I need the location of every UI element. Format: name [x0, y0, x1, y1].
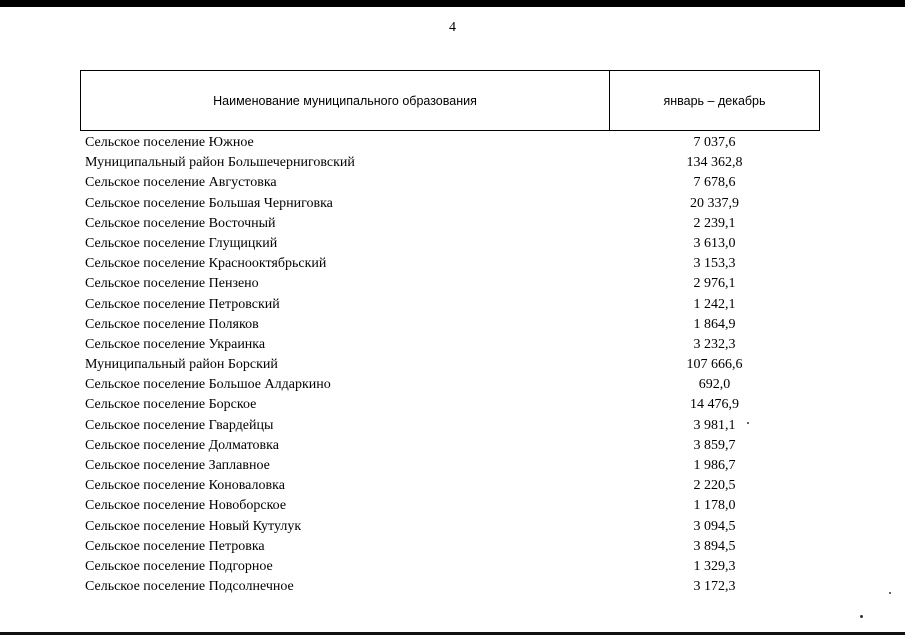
- scan-border-top: [0, 0, 905, 7]
- value-cell: 3 894,5: [693, 538, 736, 554]
- municipality-name-cell: Сельское поселение Заплавное: [85, 458, 270, 473]
- table-row: [80, 476, 820, 496]
- table-row: [80, 315, 820, 335]
- municipality-name-cell: Сельское поселение Восточный: [85, 215, 276, 231]
- municipality-name-cell: Сельское поселение Большое Алдаркино: [85, 377, 331, 393]
- table-row: [80, 577, 820, 597]
- scan-speck: [860, 615, 863, 618]
- value-cell: 3 094,5: [693, 518, 736, 534]
- municipality-name-cell: Сельское поселение Петровский: [85, 296, 280, 312]
- municipality-name-cell: Сельское поселение Августовка: [85, 175, 277, 191]
- page-number: 4: [449, 20, 456, 35]
- value-cell: 3 859,7: [693, 437, 736, 453]
- municipality-name-cell: Сельское поселение Долматовка: [85, 437, 279, 453]
- municipality-name-cell: Сельское поселение Большая Черниговка: [85, 195, 333, 211]
- value-cell: 3 981,1: [693, 417, 736, 433]
- municipality-name-cell: Сельское поселение Петровка: [85, 538, 265, 554]
- table-body: [80, 133, 820, 597]
- municipality-name-cell: Сельское поселение Новый Кутулук: [85, 518, 302, 534]
- table-row: [80, 153, 820, 173]
- municipality-name-cell: Сельское поселение Борское: [85, 397, 257, 413]
- municipality-name-cell: Сельское поселение Пензено: [85, 276, 259, 292]
- table-row: [80, 436, 820, 456]
- scan-speck: [747, 422, 749, 424]
- municipality-name-cell: Сельское поселение Украинка: [85, 336, 266, 352]
- value-cell: 134 362,8: [686, 155, 743, 171]
- value-cell: 20 337,9: [690, 195, 739, 211]
- table-row: [80, 537, 820, 557]
- value-cell: 2 220,5: [693, 478, 736, 494]
- municipality-name-cell: Муниципальный район Большечерниговский: [85, 155, 355, 171]
- value-cell: 107 666,6: [686, 357, 743, 373]
- municipality-name-cell: Сельское поселение Глущицкий: [85, 235, 278, 251]
- header-municipality-name: Наименование муниципального образования: [81, 71, 610, 130]
- value-cell: 692,0: [698, 377, 731, 393]
- value-cell: 7 678,6: [693, 175, 736, 191]
- value-cell: 2 976,1: [693, 276, 736, 292]
- table-row: [80, 517, 820, 537]
- table-row: [80, 194, 820, 214]
- value-cell: 14 476,9: [690, 397, 739, 413]
- table-row: [80, 254, 820, 274]
- scan-border-bottom: [0, 632, 905, 635]
- table-row: [80, 416, 820, 436]
- table-row: [80, 355, 820, 375]
- table-row: [80, 214, 820, 234]
- value-cell: 2 239,1: [693, 215, 736, 231]
- value-cell: 3 613,0: [693, 235, 736, 251]
- municipality-name-cell: Муниципальный район Борский: [85, 357, 278, 373]
- table-header: [80, 70, 820, 131]
- value-cell: 1 178,0: [693, 498, 736, 514]
- municipality-name-cell: Сельское поселение Поляков: [85, 316, 259, 332]
- municipality-name-cell: Сельское поселение Подсолнечное: [85, 579, 294, 595]
- value-cell: 1 242,1: [693, 296, 736, 312]
- table-row: [80, 295, 820, 315]
- municipality-name-cell: Сельское поселение Коноваловка: [85, 478, 285, 494]
- municipality-name-cell: Сельское поселение Подгорное: [85, 558, 273, 574]
- header-period: январь – декабрь: [663, 93, 766, 108]
- value-cell: 1 864,9: [693, 316, 736, 332]
- value-cell: 3 172,3: [693, 579, 736, 595]
- scan-speck: [889, 592, 891, 594]
- table-row: [80, 173, 820, 193]
- value-cell: 3 232,3: [693, 336, 736, 352]
- municipality-name-cell: Сельское поселение Краснооктябрьский: [85, 256, 327, 272]
- table-row: [80, 133, 820, 153]
- municipality-name-cell: Сельское поселение Южное: [85, 135, 254, 150]
- table-row: [80, 496, 820, 516]
- table-row: [80, 234, 820, 254]
- table-row: [80, 335, 820, 355]
- table-row: [80, 375, 820, 395]
- table-row: [80, 456, 820, 476]
- value-cell: 7 037,6: [693, 135, 736, 150]
- municipality-name-cell: Сельское поселение Гвардейцы: [85, 417, 274, 433]
- value-cell: 3 153,3: [693, 256, 736, 272]
- table-row: [80, 557, 820, 577]
- value-cell: 1 329,3: [693, 558, 736, 574]
- table-row: [80, 395, 820, 415]
- value-cell: 1 986,7: [693, 458, 736, 473]
- table-row: [80, 274, 820, 294]
- municipality-name-cell: Сельское поселение Новоборское: [85, 498, 287, 514]
